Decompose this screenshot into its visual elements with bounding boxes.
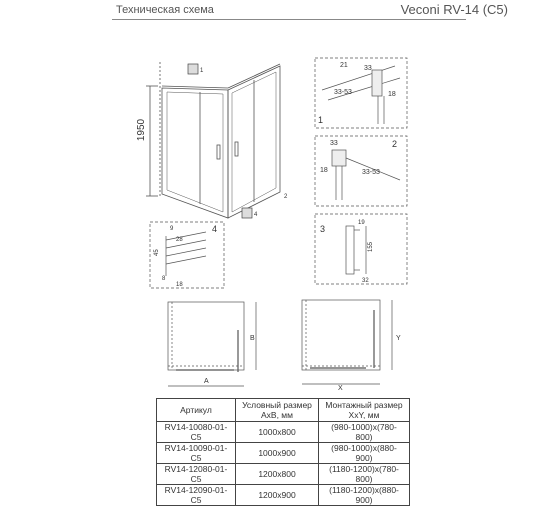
- table-header-row: [157, 399, 410, 422]
- cell-nominal-size: 1200x800: [236, 464, 319, 485]
- cell-nominal-size: 1000x800: [236, 422, 319, 443]
- table-row: [157, 485, 410, 506]
- plan-left-dim-a: A: [204, 378, 209, 385]
- cell-mounting-size: (980-1000)x(780-800): [319, 422, 410, 443]
- cell-mounting-size: (1180-1200)x(880-900): [319, 485, 410, 506]
- cell-article: RV14-10090-01-C5: [157, 443, 236, 464]
- model-title: Veconi RV-14 (C5): [400, 2, 508, 17]
- detail-3-number: 3: [320, 224, 326, 234]
- detail-4-dim-a: 9: [170, 226, 174, 232]
- detail-3-dim-a: 19: [358, 220, 365, 226]
- plan-left-dim-b: B: [250, 335, 255, 342]
- plan-right-outline: [302, 300, 380, 370]
- plan-left: [168, 302, 256, 386]
- cell-article: RV14-10080-01-C5: [157, 422, 236, 443]
- detail-3-dim-b: 155: [368, 241, 374, 252]
- specs-table: [156, 398, 410, 506]
- header-nominal-size: Условный размер АхВ, мм: [236, 399, 319, 422]
- handle-bar: [346, 226, 354, 274]
- height-dim-label: 1950: [136, 118, 147, 142]
- detail-4-dim-e: 18: [176, 282, 183, 288]
- callout-1: 1: [200, 68, 204, 74]
- callout-4: 4: [254, 212, 258, 218]
- table-row: [157, 422, 410, 443]
- left-panel-inner: [167, 92, 223, 212]
- detail-2-number: 2: [392, 139, 398, 149]
- detail-1-dim-b: 33: [364, 65, 372, 72]
- detail-4-dim-b: 28: [176, 237, 183, 243]
- detail-4-dim-d: 8: [162, 276, 166, 282]
- table-row: [157, 464, 410, 485]
- detail-1-dim-d: 18: [388, 91, 396, 98]
- cell-nominal-size: 1200x900: [236, 485, 319, 506]
- left-handle: [217, 145, 220, 159]
- callout-2: 2: [284, 194, 288, 200]
- detail-1-number: 1: [318, 115, 324, 125]
- header-mounting-size: Монтажный размер ХхY, мм: [319, 399, 410, 422]
- cell-mounting-size: (980-1000)x(880-900): [319, 443, 410, 464]
- cell-mounting-size: (1180-1200)x(780-800): [319, 464, 410, 485]
- cell-article: RV14-12090-01-C5: [157, 485, 236, 506]
- main-elevation: [146, 62, 280, 218]
- detail-2-dim-b: 18: [320, 167, 328, 174]
- detail-2-dim-a: 33: [330, 140, 338, 147]
- cell-article: RV14-12080-01-C5: [157, 464, 236, 485]
- plan-right-dim-y: Y: [396, 335, 401, 342]
- detail-4-number: 4: [212, 224, 218, 234]
- top-rail-left: [162, 86, 228, 88]
- callout-box-1: [188, 64, 198, 74]
- cell-nominal-size: 1000x900: [236, 443, 319, 464]
- plan-right: [302, 300, 392, 384]
- left-panel: [162, 88, 228, 218]
- table-row: [157, 443, 410, 464]
- callout-box-4: [242, 208, 252, 218]
- header-article: Артикул: [157, 399, 236, 422]
- detail-4-dim-c: 45: [154, 249, 160, 256]
- schema-title: Техническая схема: [116, 4, 214, 16]
- detail-1-dim-c: 33-53: [334, 89, 352, 96]
- plan-left-outline: [168, 302, 244, 370]
- detail-1-dim-a: 21: [340, 62, 348, 69]
- right-handle: [235, 142, 238, 156]
- detail-2-dim-c: 33-53: [362, 169, 380, 176]
- detail-3-dim-c: 32: [362, 278, 369, 284]
- plan-right-dim-x: X: [338, 385, 343, 392]
